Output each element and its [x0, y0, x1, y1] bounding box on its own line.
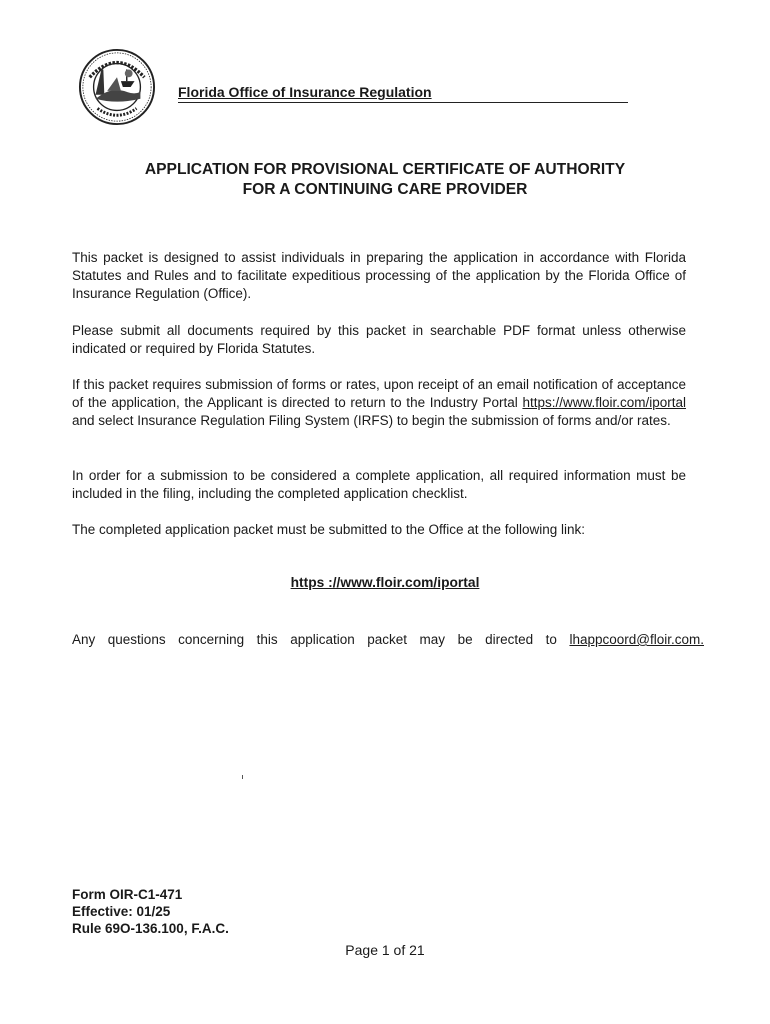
florida-seal-icon: [78, 48, 156, 126]
page-title: [60, 160, 710, 200]
forms-rates-paragraph: If this packet requires submission of forms or rates, upon receipt of an email notification of acceptance of the application, the Applicant is directed to return to the Industry Portal https://www.floir.com/iportal and select Insurance Regulation Filing System (IRFS) to begin the submission of forms and/or rates.: [72, 377, 686, 428]
submission-paragraph: The completed application packet must be submitted to the Office at the following link:: [72, 522, 586, 537]
questions-line: Any questions concerning this application packet may be directed to lhappcoord@floir.com.: [72, 632, 704, 647]
title-line-1: APPLICATION FOR PROVISIONAL CERTIFICATE OF AUTHORITY: [144, 161, 626, 178]
intro-paragraph: This packet is designed to assist individuals in preparing the application in accordance with Florida Statutes and Rules and to facilitate expeditious processing of the application by the Florida Office of Insurance Regulation (Office).: [72, 250, 686, 301]
complete-application-paragraph: In order for a submission to be considered a complete application, all required information must be included in the filing, including the completed application checklist.: [72, 468, 686, 501]
form-metadata: [72, 886, 229, 937]
effective-date: Effective: 01/25: [72, 904, 171, 919]
title-line-2: FOR A CONTINUING CARE PROVIDER: [242, 181, 528, 198]
form-number: Form OIR-C1-471: [72, 887, 183, 902]
pdf-format-paragraph: Please submit all documents required by this packet in searchable PDF format unless otherwise indicated or required by Florida Statutes.: [72, 323, 686, 356]
industry-portal-link[interactable]: https://www.floir.com/iportal: [522, 395, 686, 410]
rule-reference: Rule 69O-136.100, F.A.C.: [72, 921, 229, 936]
page-number: Page 1 of 21: [345, 942, 425, 958]
office-name: Florida Office of Insurance Regulation: [178, 84, 628, 103]
portal-link[interactable]: https ://www.floir.com/iportal: [290, 575, 480, 590]
contact-email-link[interactable]: lhappcoord@floir.com.: [569, 632, 704, 647]
stray-mark: [242, 775, 243, 779]
